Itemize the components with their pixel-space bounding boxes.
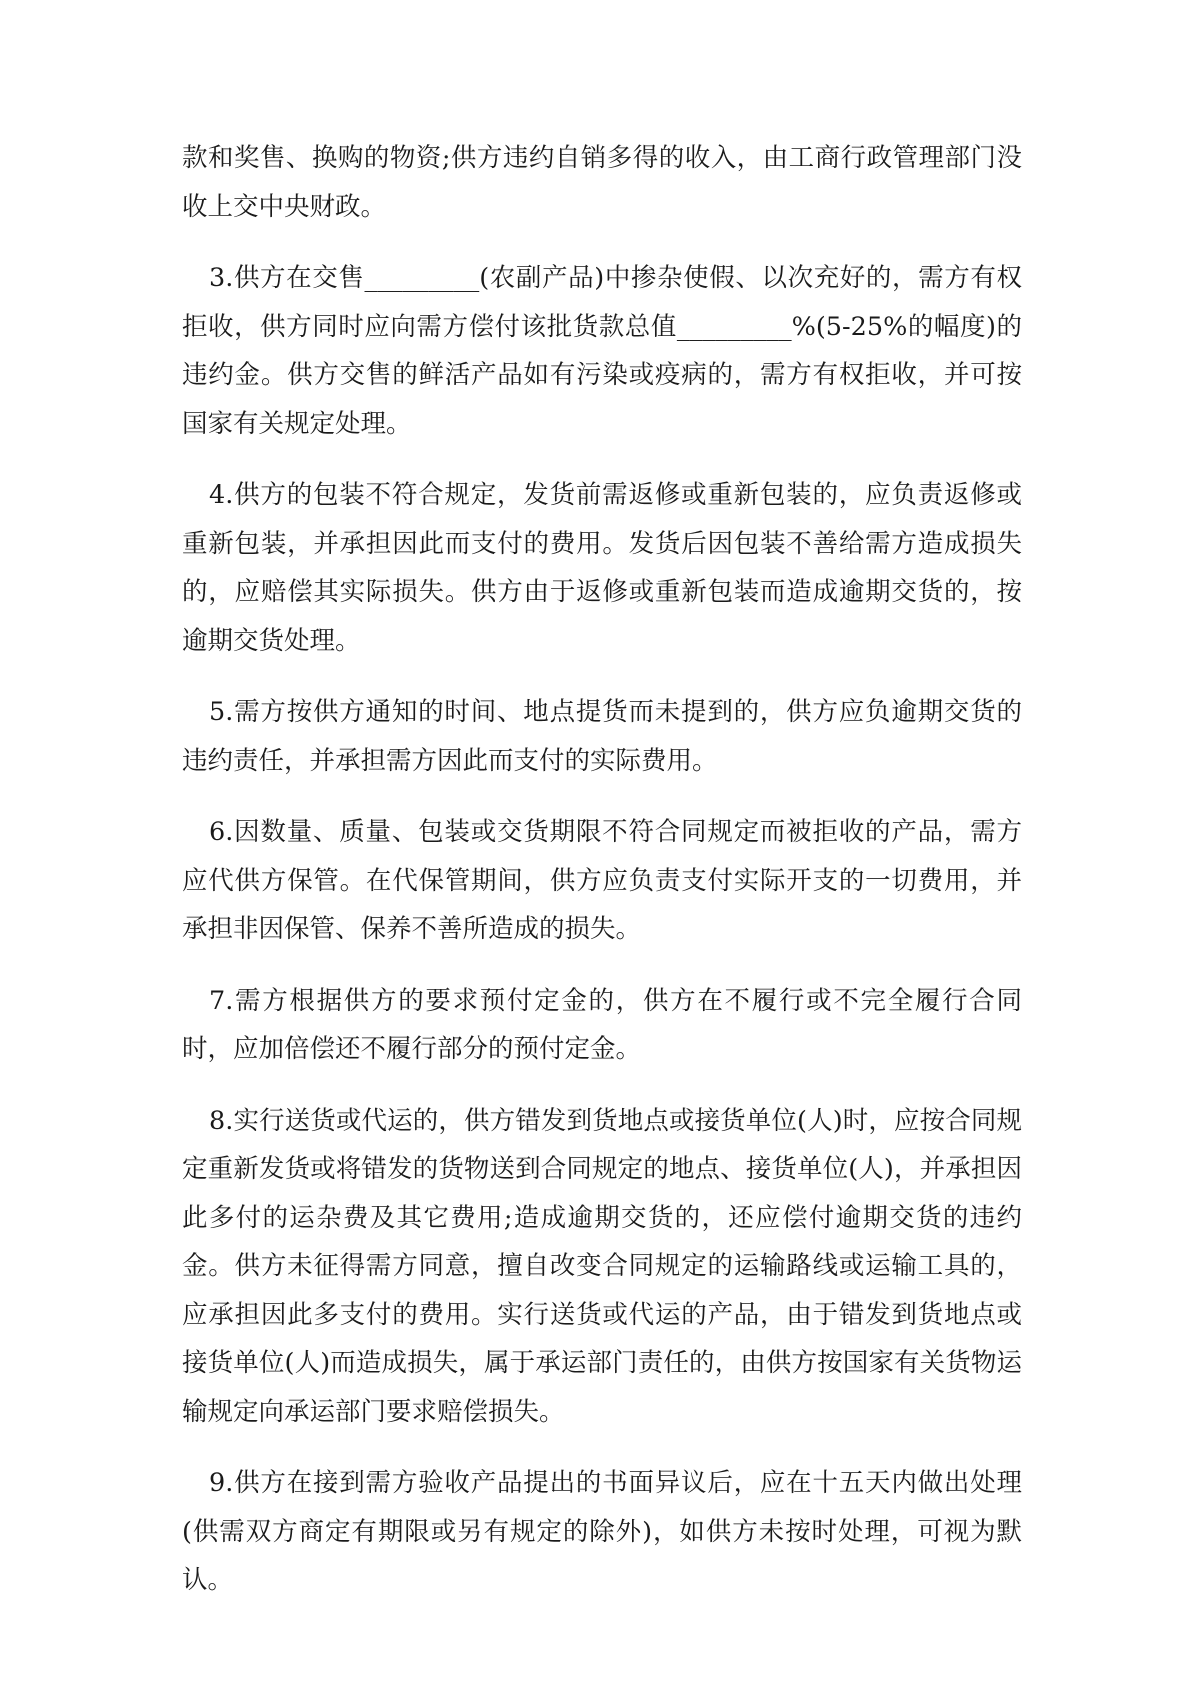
paragraph-clause-8: 8.实行送货或代运的，供方错发到货地点或接货单位(人)时，应按合同规定重新发货或将错发的货物送到合同规定的地点、接货单位(人)，并承担因此多付的运杂费及其它费用;造成逾期交货的，还应偿付逾期交货的违约金。供方未征得需方同意，擅自改变合同规定的运输路线或运输工具的，应承担因此多支付的费用。实行送货或代运的产品，由于错发到货地点或接货单位(人)而造成损失，属于承运部门责任的，由供方按国家有关货物运输规定向承运部门要求赔偿损失。	[182, 1105, 1022, 1427]
document-body	[182, 134, 1022, 1628]
paragraph-clause-4: 4.供方的包装不符合规定，发货前需返修或重新包装的，应负责返修或重新包装，并承担因此而支付的费用。发货后因包装不善给需方造成损失的，应赔偿其实际损失。供方由于返修或重新包装而造成逾期交货的，按逾期交货处理。	[182, 480, 1022, 656]
paragraph-clause-9: 9.供方在接到需方验收产品提出的书面异议后，应在十五天内做出处理(供需双方商定有期限或另有规定的除外)，如供方未按时处理，可视为默认。	[182, 1468, 1022, 1595]
paragraph-clause-6: 6.因数量、质量、包装或交货期限不符合同规定而被拒收的产品，需方应代供方保管。在代保管期间，供方应负责支付实际开支的一切费用，并承担非因保管、保养不善所造成的损失。	[182, 817, 1022, 944]
paragraph-clause-3: 3.供方在交售_________(农副产品)中掺杂使假、以次充好的，需方有权拒收，供方同时应向需方偿付该批货款总值_________%(5-25%的幅度)的违约金。供方交售的鲜活产品如有污染或疫病的，需方有权拒收，并可按国家有关规定处理。	[182, 263, 1022, 439]
paragraph-clause-7: 7.需方根据供方的要求预付定金的，供方在不履行或不完全履行合同时，应加倍偿还不履行部分的预付定金。	[182, 985, 1022, 1064]
paragraph-clause-5: 5.需方按供方通知的时间、地点提货而未提到的，供方应负逾期交货的违约责任，并承担需方因此而支付的实际费用。	[182, 697, 1022, 776]
paragraph-continuation: 款和奖售、换购的物资;供方违约自销多得的收入，由工商行政管理部门没收上交中央财政。	[182, 143, 1022, 222]
